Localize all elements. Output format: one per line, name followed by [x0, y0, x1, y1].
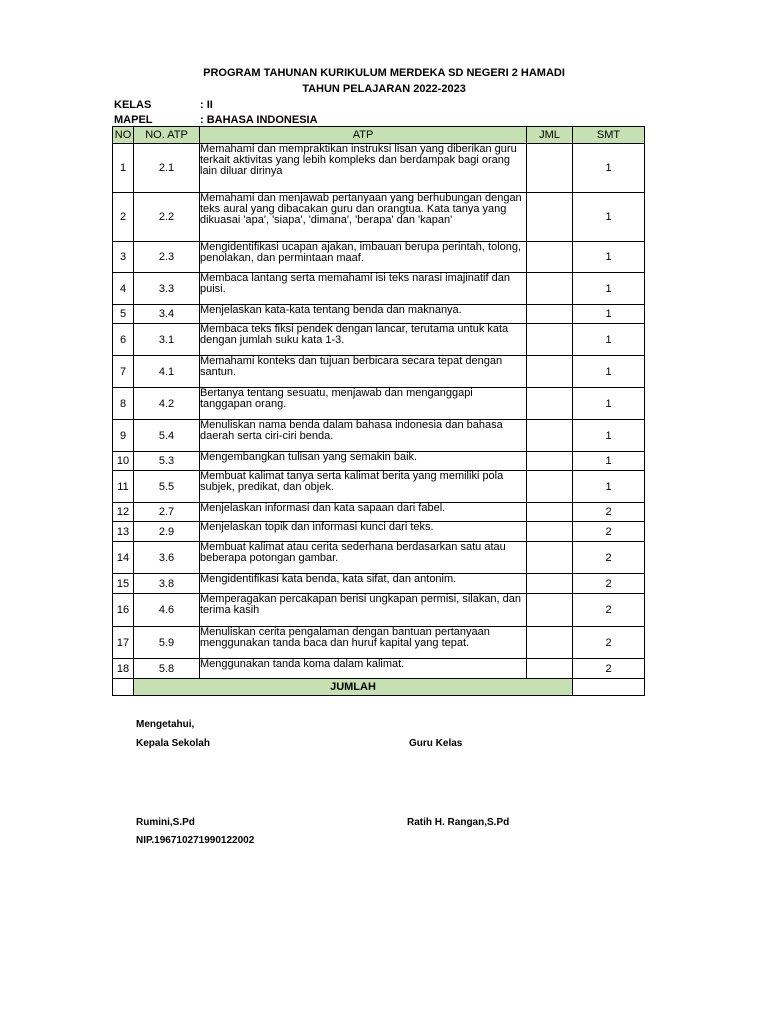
- mengetahui-text: Mengetahui,: [136, 719, 195, 730]
- jumlah-total-cell: [573, 679, 645, 696]
- jml-cell: [527, 574, 573, 594]
- atp-description-cell: Menjelaskan informasi dan kata sapaan dari fabel.: [200, 503, 527, 522]
- atp-description-cell: Menjelaskan kata-kata tentang benda dan maknanya.: [200, 305, 527, 324]
- atp-number-cell: 3.1: [134, 324, 200, 356]
- smt-cell: 1: [573, 452, 645, 471]
- smt-cell: 1: [573, 420, 645, 452]
- atp-description-cell: Bertanya tentang sesuatu, menjawab dan menganggapi tanggapan orang.: [200, 388, 527, 420]
- atp-description-cell: Mengidentifikasi kata benda, kata sifat, dan antonim.: [200, 574, 527, 594]
- mapel-line: [114, 114, 318, 126]
- column-header-no-atp: NO. ATP: [134, 127, 200, 144]
- table-row: [113, 356, 645, 388]
- atp-description-cell: Mengidentifikasi ucapan ajakan, imbauan berupa perintah, tolong, penolakan, dan permintaan maaf.: [200, 242, 527, 273]
- row-number-cell: 6: [113, 324, 134, 356]
- atp-number-cell: 5.4: [134, 420, 200, 452]
- guru-kelas-title: Guru Kelas: [409, 738, 463, 749]
- table-header-row: [113, 127, 645, 144]
- row-number-cell: 12: [113, 503, 134, 522]
- row-number-cell: 18: [113, 659, 134, 679]
- row-number-cell: 17: [113, 627, 134, 659]
- jml-cell: [527, 193, 573, 242]
- atp-number-cell: 2.7: [134, 503, 200, 522]
- atp-description-cell: Membuat kalimat tanya serta kalimat berita yang memiliki pola subjek, predikat, dan objek.: [200, 471, 527, 503]
- atp-number-cell: 2.1: [134, 144, 200, 193]
- document-title: PROGRAM TAHUNAN KURIKULUM MERDEKA SD NEGERI 2 HAMADI: [203, 67, 565, 79]
- row-number-cell: 14: [113, 542, 134, 574]
- atp-description-cell: Membuat kalimat atau cerita sederhana berdasarkan satu atau beberapa potongan gambar.: [200, 542, 527, 574]
- smt-cell: 1: [573, 273, 645, 305]
- atp-description-cell: Menggunakan tanda koma dalam kalimat.: [200, 659, 527, 679]
- mapel-value: : BAHASA INDONESIA: [200, 114, 318, 126]
- atp-description-cell: Memperagakan percakapan berisi ungkapan permisi, silakan, dan terima kasih: [200, 594, 527, 627]
- kelas-line: [114, 99, 213, 111]
- column-header-no: NO: [113, 127, 134, 144]
- atp-number-cell: 4.6: [134, 594, 200, 627]
- table-row: [113, 420, 645, 452]
- smt-cell: 2: [573, 522, 645, 542]
- table-row: [113, 305, 645, 324]
- smt-cell: 1: [573, 305, 645, 324]
- atp-description-cell: Mengembangkan tulisan yang semakin baik.: [200, 452, 527, 471]
- atp-number-cell: 5.3: [134, 452, 200, 471]
- jml-cell: [527, 324, 573, 356]
- table-row: [113, 144, 645, 193]
- atp-number-cell: 4.2: [134, 388, 200, 420]
- kelas-value: : II: [200, 99, 213, 111]
- table-row: [113, 452, 645, 471]
- atp-number-cell: 5.8: [134, 659, 200, 679]
- jml-cell: [527, 420, 573, 452]
- atp-description-cell: Menjelaskan topik dan informasi kunci dari teks.: [200, 522, 527, 542]
- table-footer-row: [113, 679, 645, 696]
- row-number-cell: 15: [113, 574, 134, 594]
- column-header-jml: JML: [527, 127, 573, 144]
- atp-number-cell: 3.6: [134, 542, 200, 574]
- column-header-smt: SMT: [573, 127, 645, 144]
- row-number-cell: 9: [113, 420, 134, 452]
- row-number-cell: 16: [113, 594, 134, 627]
- atp-number-cell: 2.3: [134, 242, 200, 273]
- guru-kelas-name: Ratih H. Rangan,S.Pd: [407, 817, 510, 828]
- jml-cell: [527, 471, 573, 503]
- kepala-sekolah-title: Kepala Sekolah: [136, 738, 210, 749]
- atp-description-cell: Menuliskan nama benda dalam bahasa indonesia dan bahasa daerah serta ciri-ciri benda.: [200, 420, 527, 452]
- atp-number-cell: 5.5: [134, 471, 200, 503]
- jml-cell: [527, 452, 573, 471]
- row-number-cell: 8: [113, 388, 134, 420]
- atp-number-cell: 5.9: [134, 627, 200, 659]
- table-row: [113, 627, 645, 659]
- atp-description-cell: Memahami dan menjawab pertanyaan yang berhubungan dengan teks aural yang dibacakan guru dan orangtua. Kata tanya yang dikuasai 'apa', 'siapa', 'dimana', 'berapa' dan 'kapan': [200, 193, 527, 242]
- smt-cell: 2: [573, 542, 645, 574]
- atp-number-cell: 2.2: [134, 193, 200, 242]
- table-row: [113, 471, 645, 503]
- atp-description-cell: Memahami konteks dan tujuan berbicara secara tepat dengan santun.: [200, 356, 527, 388]
- smt-cell: 1: [573, 144, 645, 193]
- atp-description-cell: Memahami dan mempraktikan instruksi lisan yang diberikan guru terkait aktivitas yang lebih kompleks dan berdampak bagi orang lain diluar dirinya: [200, 144, 527, 193]
- row-number-cell: 5: [113, 305, 134, 324]
- row-number-cell: 11: [113, 471, 134, 503]
- jml-cell: [527, 522, 573, 542]
- atp-description-cell: Menuliskan cerita pengalaman dengan bantuan pertanyaan menggunakan tanda baca dan huruf kapital yang tepat.: [200, 627, 527, 659]
- atp-number-cell: 4.1: [134, 356, 200, 388]
- jml-cell: [527, 503, 573, 522]
- jml-cell: [527, 356, 573, 388]
- jml-cell: [527, 242, 573, 273]
- atp-number-cell: 3.8: [134, 574, 200, 594]
- kepala-sekolah-name: Rumini,S.Pd: [136, 817, 195, 828]
- table-row: [113, 273, 645, 305]
- jml-cell: [527, 542, 573, 574]
- row-number-cell: 2: [113, 193, 134, 242]
- document-subtitle: TAHUN PELAJARAN 2022-2023: [302, 83, 466, 95]
- smt-cell: 2: [573, 503, 645, 522]
- row-number-cell: 4: [113, 273, 134, 305]
- smt-cell: 2: [573, 574, 645, 594]
- table-row: [113, 242, 645, 273]
- table-row: [113, 503, 645, 522]
- jml-cell: [527, 594, 573, 627]
- table-row: [113, 324, 645, 356]
- row-number-cell: 10: [113, 452, 134, 471]
- table-row: [113, 594, 645, 627]
- smt-cell: 1: [573, 471, 645, 503]
- smt-cell: 1: [573, 356, 645, 388]
- row-number-cell: 7: [113, 356, 134, 388]
- table-row: [113, 574, 645, 594]
- smt-cell: 1: [573, 242, 645, 273]
- kepala-sekolah-nip: NIP.196710271990122002: [136, 835, 255, 846]
- jml-cell: [527, 627, 573, 659]
- row-number-cell: 3: [113, 242, 134, 273]
- atp-description-cell: Membaca lantang serta memahami isi teks narasi imajinatif dan puisi.: [200, 273, 527, 305]
- jml-cell: [527, 659, 573, 679]
- column-header-atp: ATP: [200, 127, 527, 144]
- smt-cell: 1: [573, 193, 645, 242]
- program-table: [112, 126, 645, 696]
- table-row: [113, 522, 645, 542]
- kelas-label: KELAS: [114, 99, 152, 111]
- table-row: [113, 388, 645, 420]
- mapel-label: MAPEL: [114, 114, 153, 126]
- atp-number-cell: 3.3: [134, 273, 200, 305]
- jml-cell: [527, 388, 573, 420]
- jml-cell: [527, 305, 573, 324]
- table-row: [113, 193, 645, 242]
- row-number-cell: 1: [113, 144, 134, 193]
- smt-cell: 1: [573, 324, 645, 356]
- smt-cell: 2: [573, 659, 645, 679]
- jumlah-label: JUMLAH: [134, 679, 573, 696]
- smt-cell: 1: [573, 388, 645, 420]
- atp-number-cell: 2.9: [134, 522, 200, 542]
- table-row: [113, 659, 645, 679]
- atp-description-cell: Membaca teks fiksi pendek dengan lancar, terutama untuk kata dengan jumlah suku kata 1-3.: [200, 324, 527, 356]
- jml-cell: [527, 144, 573, 193]
- smt-cell: 2: [573, 627, 645, 659]
- atp-number-cell: 3.4: [134, 305, 200, 324]
- smt-cell: 2: [573, 594, 645, 627]
- row-number-cell: 13: [113, 522, 134, 542]
- table-row: [113, 542, 645, 574]
- jml-cell: [527, 273, 573, 305]
- footer-empty-cell: [113, 679, 134, 696]
